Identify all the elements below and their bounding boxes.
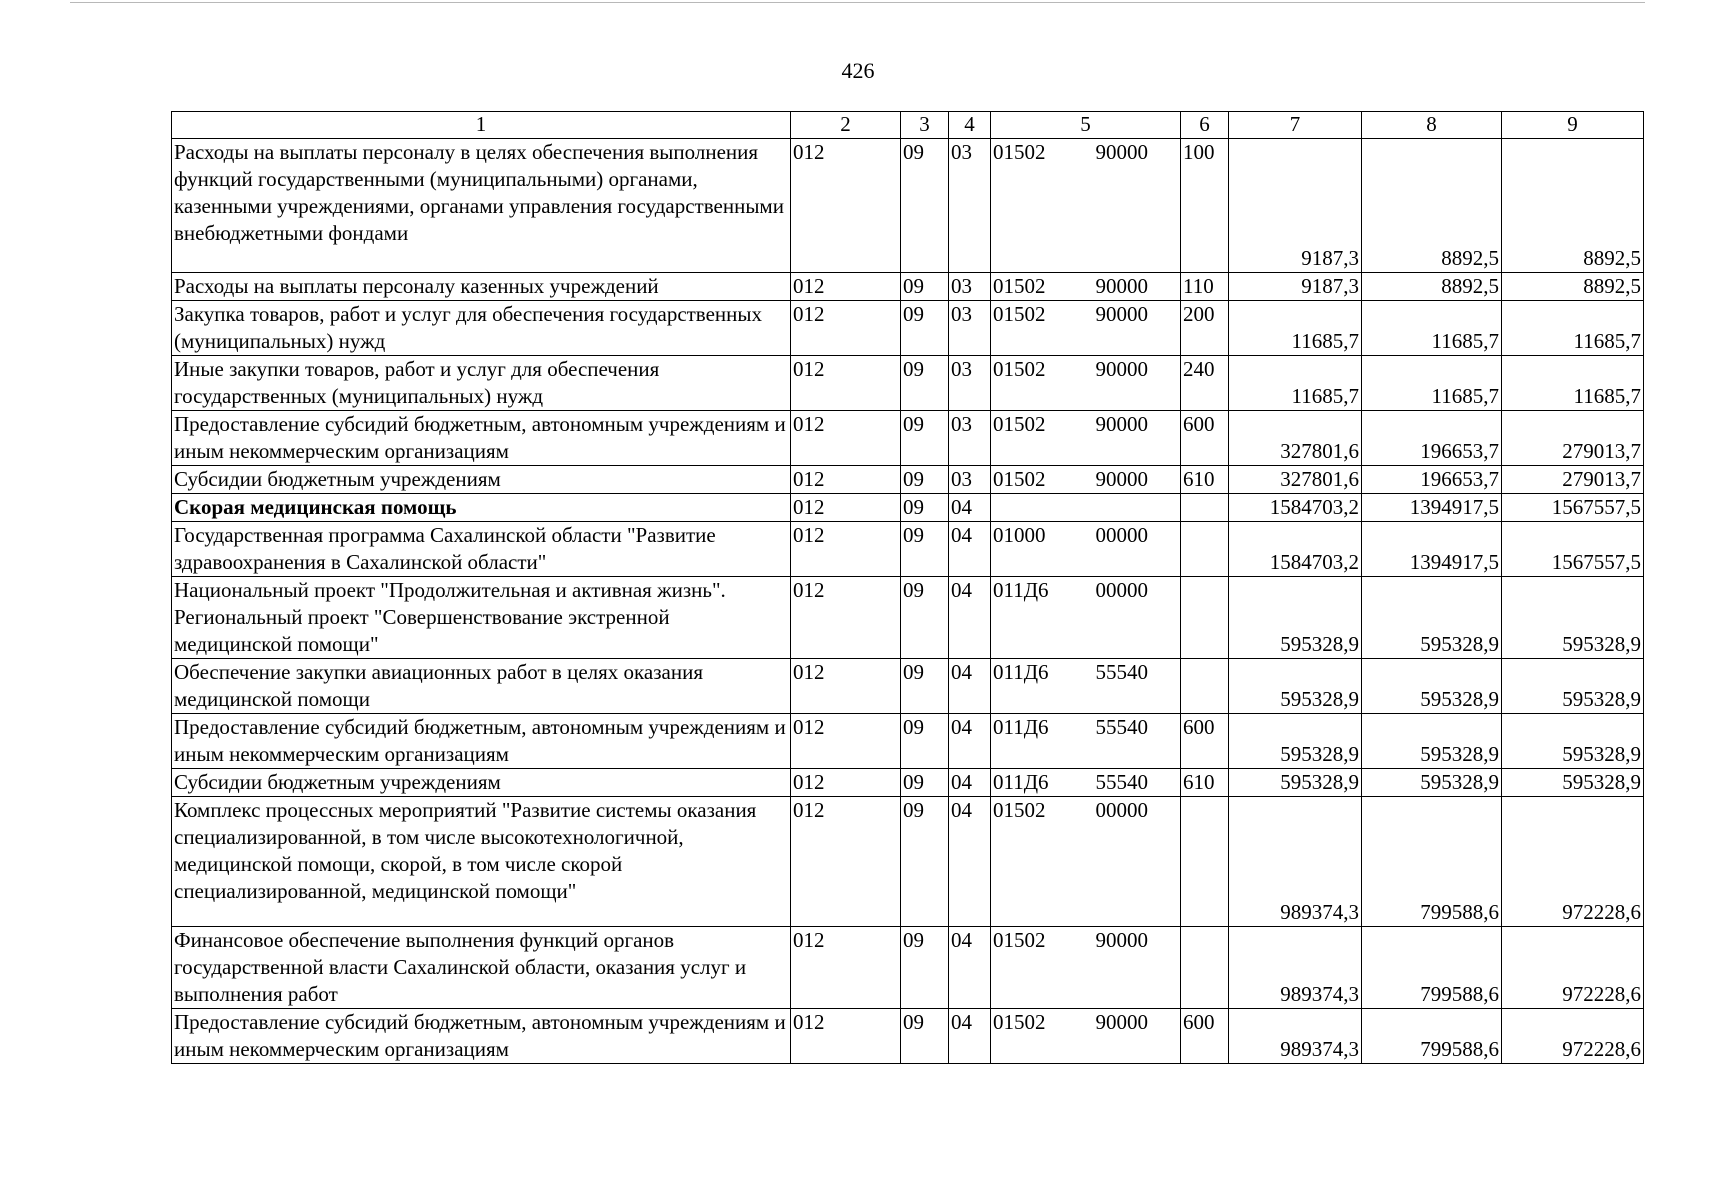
target-article-direction: 00000: [1095, 798, 1148, 822]
target-article-program: 01502: [993, 357, 1046, 381]
cell-amount-year-3: 972228,6: [1502, 797, 1644, 927]
cell-name: Субсидии бюджетным учреждениям: [172, 769, 791, 797]
cell-ministry-code: 012: [791, 301, 901, 356]
cell-amount-year-1: 595328,9: [1229, 714, 1362, 769]
header-col-1: 1: [172, 112, 791, 139]
cell-section: 09: [901, 466, 949, 494]
cell-ministry-code: 012: [791, 714, 901, 769]
cell-target-article: [991, 356, 1181, 411]
cell-subsection: 03: [949, 139, 991, 273]
cell-target-article: [991, 411, 1181, 466]
cell-expense-type: [1181, 927, 1229, 1009]
cell-amount-year-3: 595328,9: [1502, 714, 1644, 769]
cell-subsection: 03: [949, 356, 991, 411]
header-col-2: 2: [791, 112, 901, 139]
cell-amount-year-2: 196653,7: [1362, 466, 1502, 494]
cell-target-article: [991, 466, 1181, 494]
cell-amount-year-1: 595328,9: [1229, 659, 1362, 714]
cell-amount-year-2: 11685,7: [1362, 301, 1502, 356]
target-article-program: 01502: [993, 412, 1046, 436]
cell-expense-type: 600: [1181, 411, 1229, 466]
cell-amount-year-2: 1394917,5: [1362, 522, 1502, 577]
cell-section: 09: [901, 273, 949, 301]
cell-amount-year-2: 595328,9: [1362, 769, 1502, 797]
cell-subsection: 04: [949, 577, 991, 659]
cell-expense-type: 110: [1181, 273, 1229, 301]
cell-amount-year-2: 8892,5: [1362, 273, 1502, 301]
cell-ministry-code: 012: [791, 522, 901, 577]
cell-subsection: 04: [949, 659, 991, 714]
table-row: [172, 714, 1644, 769]
table-row: [172, 139, 1644, 273]
cell-section: 09: [901, 522, 949, 577]
cell-section: 09: [901, 577, 949, 659]
target-article-program: 01502: [993, 1010, 1046, 1034]
cell-ministry-code: 012: [791, 577, 901, 659]
cell-amount-year-1: 11685,7: [1229, 356, 1362, 411]
header-row: [172, 112, 1644, 139]
cell-amount-year-2: 595328,9: [1362, 714, 1502, 769]
cell-amount-year-2: 8892,5: [1362, 139, 1502, 273]
cell-amount-year-2: 196653,7: [1362, 411, 1502, 466]
target-article-direction: 00000: [1095, 523, 1148, 547]
cell-expense-type: 600: [1181, 714, 1229, 769]
cell-section: 09: [901, 139, 949, 273]
cell-amount-year-3: 279013,7: [1502, 411, 1644, 466]
cell-amount-year-1: 1584703,2: [1229, 522, 1362, 577]
target-article-program: 01502: [993, 140, 1046, 164]
cell-amount-year-1: 327801,6: [1229, 466, 1362, 494]
cell-subsection: 04: [949, 494, 991, 522]
cell-name: Комплекс процессных мероприятий "Развитие системы оказания специализированной, в том числе высокотехнологичной, медицинской помощи, скорой, в том числе скорой специализированной, медицинской помощи": [172, 797, 791, 927]
cell-target-article: [991, 927, 1181, 1009]
cell-name: Финансовое обеспечение выполнения функций органов государственной власти Сахалинской области, оказания услуг и выполнения работ: [172, 927, 791, 1009]
cell-amount-year-1: 11685,7: [1229, 301, 1362, 356]
cell-target-article: [991, 522, 1181, 577]
table-row: [172, 466, 1644, 494]
cell-name: Предоставление субсидий бюджетным, автономным учреждениям и иным некоммерческим организациям: [172, 411, 791, 466]
table-row: [172, 927, 1644, 1009]
cell-amount-year-1: 327801,6: [1229, 411, 1362, 466]
cell-name: Предоставление субсидий бюджетным, автономным учреждениям и иным некоммерческим организациям: [172, 1009, 791, 1064]
target-article-direction: 90000: [1095, 357, 1148, 381]
cell-subsection: 04: [949, 797, 991, 927]
cell-section: 09: [901, 356, 949, 411]
cell-expense-type: 100: [1181, 139, 1229, 273]
cell-target-article: [991, 769, 1181, 797]
cell-expense-type: 610: [1181, 769, 1229, 797]
cell-amount-year-3: 11685,7: [1502, 301, 1644, 356]
target-article-program: 01502: [993, 928, 1046, 952]
header-col-8: 8: [1362, 112, 1502, 139]
target-article-program: 01000: [993, 523, 1046, 547]
cell-amount-year-1: 1584703,2: [1229, 494, 1362, 522]
cell-name: Предоставление субсидий бюджетным, автономным учреждениям и иным некоммерческим организациям: [172, 714, 791, 769]
cell-ministry-code: 012: [791, 1009, 901, 1064]
cell-name: Иные закупки товаров, работ и услуг для обеспечения государственных (муниципальных) нужд: [172, 356, 791, 411]
header-col-7: 7: [1229, 112, 1362, 139]
cell-section: 09: [901, 797, 949, 927]
cell-target-article: [991, 797, 1181, 927]
cell-subsection: 04: [949, 1009, 991, 1064]
scan-edge-line: [70, 2, 1645, 3]
table-row: [172, 769, 1644, 797]
target-article-program: 011Д6: [993, 578, 1049, 602]
target-article-direction: 90000: [1095, 1010, 1148, 1034]
target-article-program: 011Д6: [993, 770, 1049, 794]
cell-ministry-code: 012: [791, 927, 901, 1009]
cell-amount-year-3: 8892,5: [1502, 273, 1644, 301]
cell-subsection: 03: [949, 273, 991, 301]
cell-section: 09: [901, 714, 949, 769]
cell-target-article: [991, 273, 1181, 301]
cell-subsection: 03: [949, 466, 991, 494]
table-row: [172, 797, 1644, 927]
cell-amount-year-2: 595328,9: [1362, 659, 1502, 714]
cell-amount-year-1: 9187,3: [1229, 139, 1362, 273]
cell-amount-year-1: 9187,3: [1229, 273, 1362, 301]
cell-expense-type: [1181, 494, 1229, 522]
table-row: [172, 273, 1644, 301]
cell-target-article: [991, 577, 1181, 659]
cell-amount-year-2: 799588,6: [1362, 1009, 1502, 1064]
target-article-program: 01502: [993, 798, 1046, 822]
target-article-direction: 00000: [1095, 578, 1148, 602]
target-article-program: 011Д6: [993, 715, 1049, 739]
cell-name: Субсидии бюджетным учреждениям: [172, 466, 791, 494]
cell-amount-year-1: 989374,3: [1229, 797, 1362, 927]
target-article-program: 01502: [993, 274, 1046, 298]
table-row: [172, 577, 1644, 659]
table-row: [172, 659, 1644, 714]
cell-amount-year-2: 595328,9: [1362, 577, 1502, 659]
cell-amount-year-3: 595328,9: [1502, 769, 1644, 797]
cell-subsection: 04: [949, 714, 991, 769]
target-article-program: 01502: [993, 467, 1046, 491]
target-article-direction: 55540: [1095, 715, 1148, 739]
cell-name: Национальный проект "Продолжительная и активная жизнь". Региональный проект "Совершенствование экстренной медицинской помощи": [172, 577, 791, 659]
target-article-direction: 90000: [1095, 140, 1148, 164]
table-row: [172, 301, 1644, 356]
target-article-direction: 90000: [1095, 467, 1148, 491]
cell-target-article: [991, 714, 1181, 769]
header-col-5: 5: [991, 112, 1181, 139]
table-row: [172, 494, 1644, 522]
cell-expense-type: [1181, 659, 1229, 714]
cell-expense-type: [1181, 522, 1229, 577]
cell-section: 09: [901, 927, 949, 1009]
cell-ministry-code: 012: [791, 466, 901, 494]
cell-amount-year-3: 1567557,5: [1502, 522, 1644, 577]
cell-ministry-code: 012: [791, 797, 901, 927]
cell-amount-year-1: 989374,3: [1229, 927, 1362, 1009]
header-col-4: 4: [949, 112, 991, 139]
cell-section: 09: [901, 659, 949, 714]
cell-ministry-code: 012: [791, 659, 901, 714]
cell-expense-type: 600: [1181, 1009, 1229, 1064]
cell-name: Закупка товаров, работ и услуг для обеспечения государственных (муниципальных) нужд: [172, 301, 791, 356]
cell-section: 09: [901, 494, 949, 522]
table-row: [172, 522, 1644, 577]
cell-name: Государственная программа Сахалинской области "Развитие здравоохранения в Сахалинской области": [172, 522, 791, 577]
target-article-direction: 55540: [1095, 660, 1148, 684]
cell-amount-year-3: 595328,9: [1502, 577, 1644, 659]
target-article-program: 011Д6: [993, 660, 1049, 684]
target-article-direction: 90000: [1095, 412, 1148, 436]
cell-expense-type: 610: [1181, 466, 1229, 494]
cell-expense-type: [1181, 797, 1229, 927]
cell-amount-year-3: 11685,7: [1502, 356, 1644, 411]
target-article-direction: 90000: [1095, 302, 1148, 326]
cell-section: 09: [901, 1009, 949, 1064]
cell-name: Расходы на выплаты персоналу казенных учреждений: [172, 273, 791, 301]
cell-subsection: 03: [949, 301, 991, 356]
cell-amount-year-1: 595328,9: [1229, 577, 1362, 659]
cell-amount-year-2: 11685,7: [1362, 356, 1502, 411]
cell-expense-type: 240: [1181, 356, 1229, 411]
cell-name: Обеспечение закупки авиационных работ в целях оказания медицинской помощи: [172, 659, 791, 714]
cell-amount-year-2: 799588,6: [1362, 797, 1502, 927]
table-row: [172, 1009, 1644, 1064]
header-col-3: 3: [901, 112, 949, 139]
cell-ministry-code: 012: [791, 494, 901, 522]
cell-ministry-code: 012: [791, 139, 901, 273]
cell-ministry-code: 012: [791, 273, 901, 301]
cell-amount-year-2: 799588,6: [1362, 927, 1502, 1009]
cell-amount-year-3: 972228,6: [1502, 1009, 1644, 1064]
cell-amount-year-3: 279013,7: [1502, 466, 1644, 494]
cell-amount-year-3: 8892,5: [1502, 139, 1644, 273]
target-article-direction: 55540: [1095, 770, 1148, 794]
budget-table: [171, 111, 1644, 1064]
cell-amount-year-1: 989374,3: [1229, 1009, 1362, 1064]
page-number: 426: [841, 58, 875, 83]
cell-amount-year-3: 595328,9: [1502, 659, 1644, 714]
cell-name: Скорая медицинская помощь: [172, 494, 791, 522]
cell-target-article: [991, 494, 1181, 522]
cell-subsection: 04: [949, 522, 991, 577]
target-article-direction: 90000: [1095, 928, 1148, 952]
cell-target-article: [991, 139, 1181, 273]
cell-target-article: [991, 1009, 1181, 1064]
cell-target-article: [991, 659, 1181, 714]
cell-subsection: 03: [949, 411, 991, 466]
cell-amount-year-1: 595328,9: [1229, 769, 1362, 797]
cell-section: 09: [901, 301, 949, 356]
cell-section: 09: [901, 411, 949, 466]
cell-amount-year-3: 972228,6: [1502, 927, 1644, 1009]
cell-ministry-code: 012: [791, 411, 901, 466]
cell-amount-year-3: 1567557,5: [1502, 494, 1644, 522]
cell-ministry-code: 012: [791, 769, 901, 797]
cell-ministry-code: 012: [791, 356, 901, 411]
cell-subsection: 04: [949, 769, 991, 797]
cell-expense-type: [1181, 577, 1229, 659]
cell-target-article: [991, 301, 1181, 356]
table-row: [172, 411, 1644, 466]
header-col-9: 9: [1502, 112, 1644, 139]
cell-subsection: 04: [949, 927, 991, 1009]
target-article-program: 01502: [993, 302, 1046, 326]
cell-expense-type: 200: [1181, 301, 1229, 356]
target-article-direction: 90000: [1095, 274, 1148, 298]
cell-amount-year-2: 1394917,5: [1362, 494, 1502, 522]
table-row: [172, 356, 1644, 411]
cell-name: Расходы на выплаты персоналу в целях обеспечения выполнения функций государственными (муниципальными) органами, казенными учреждениями, органами управления государственными внебюджетными фондами: [172, 139, 791, 273]
table-body: [172, 139, 1644, 1064]
cell-section: 09: [901, 769, 949, 797]
header-col-6: 6: [1181, 112, 1229, 139]
